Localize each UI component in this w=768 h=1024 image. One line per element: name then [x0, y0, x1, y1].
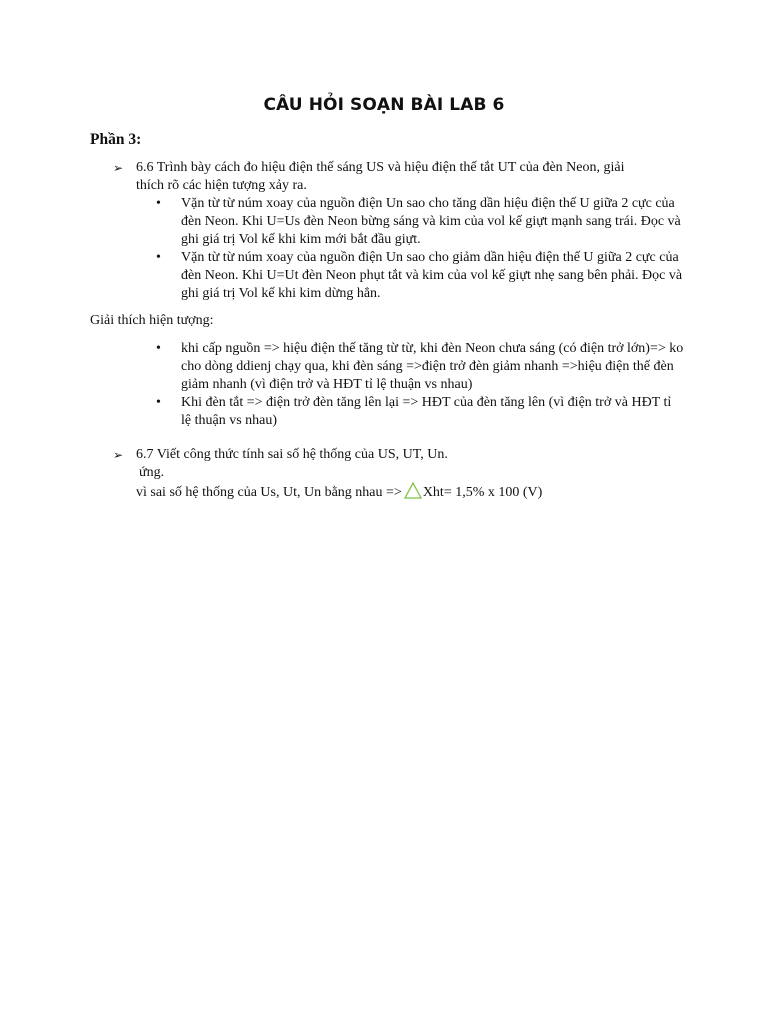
explain-bullet-1-line-2: cho dòng ddienj chạy qua, khi đèn sáng =>điện trở đèn giảm nhanh =>hiệu điện thế đèn	[181, 359, 674, 374]
explain-bullet-2-line-2: lệ thuận vs nhau)	[181, 413, 278, 428]
q67-line-3-suffix: Xht= 1,5% x 100 (V)	[422, 485, 543, 500]
delta-triangle-icon	[404, 482, 422, 505]
part-heading: Phần 3:	[90, 131, 142, 148]
q66-bullet-2-line-3: ghi giá trị Vol kế khi kim dừng hẳn.	[181, 286, 381, 301]
q66-bullet-1-line-3: ghi giá trị Vol kế khi kim mới bắt đầu giựt.	[181, 232, 421, 247]
arrow-bullet-icon: ➢	[113, 448, 124, 462]
arrow-bullet-icon: ➢	[113, 161, 124, 175]
bullet-icon: •	[156, 250, 161, 265]
bullet-icon: •	[156, 395, 161, 410]
q67-line-2: ứng.	[139, 465, 165, 480]
page-title: CÂU HỎI SOẠN BÀI LAB 6	[263, 95, 505, 115]
bullet-icon: •	[156, 196, 161, 211]
q66-bullet-1-line-2: đèn Neon. Khi U=Us đèn Neon bừng sáng và kim của vol kế giựt mạnh sang trái. Đọc và	[181, 214, 681, 229]
q66-bullet-2-line-1: Vặn từ từ núm xoay của nguồn điện Un sao cho giảm dần hiệu điện thế U giữa 2 cực của	[181, 250, 679, 265]
q67-line-1: 6.7 Viết công thức tính sai số hệ thống của US, UT, Un.	[136, 447, 448, 462]
explain-bullet-2-line-1: Khi đèn tắt => điện trở đèn tăng lên lại => HĐT của đèn tăng lên (vì điện trở và HĐT tỉ	[181, 395, 672, 410]
q66-bullet-2-line-2: đèn Neon. Khi U=Ut đèn Neon phụt tắt và kim của vol kế giựt nhẹ sang bên phải. Đọc và	[181, 268, 683, 283]
q66-line-1: 6.6 Trình bày cách đo hiệu điện thế sáng US và hiệu điện thế tắt UT của đèn Neon, giải	[136, 160, 625, 175]
q66-bullet-1-line-1: Vặn từ từ núm xoay của nguồn điện Un sao cho tăng dần hiệu điện thế U giữa 2 cực của	[181, 196, 675, 211]
explain-heading: Giải thích hiện tượng:	[90, 313, 214, 328]
explain-bullet-1-line-1: khi cấp nguồn => hiệu điện thế tăng từ từ, khi đèn Neon chưa sáng (có điện trở lớn)=> ko	[181, 341, 684, 356]
q67-line-3-prefix: vì sai số hệ thống của Us, Ut, Un bằng nhau =>	[136, 485, 402, 500]
explain-bullet-1-line-3: giảm nhanh (vì điện trở và HĐT tỉ lệ thuận vs nhau)	[181, 377, 473, 392]
q66-line-2: thích rõ các hiện tượng xảy ra.	[136, 178, 307, 193]
bullet-icon: •	[156, 341, 161, 356]
q67-line-3	[136, 482, 542, 505]
